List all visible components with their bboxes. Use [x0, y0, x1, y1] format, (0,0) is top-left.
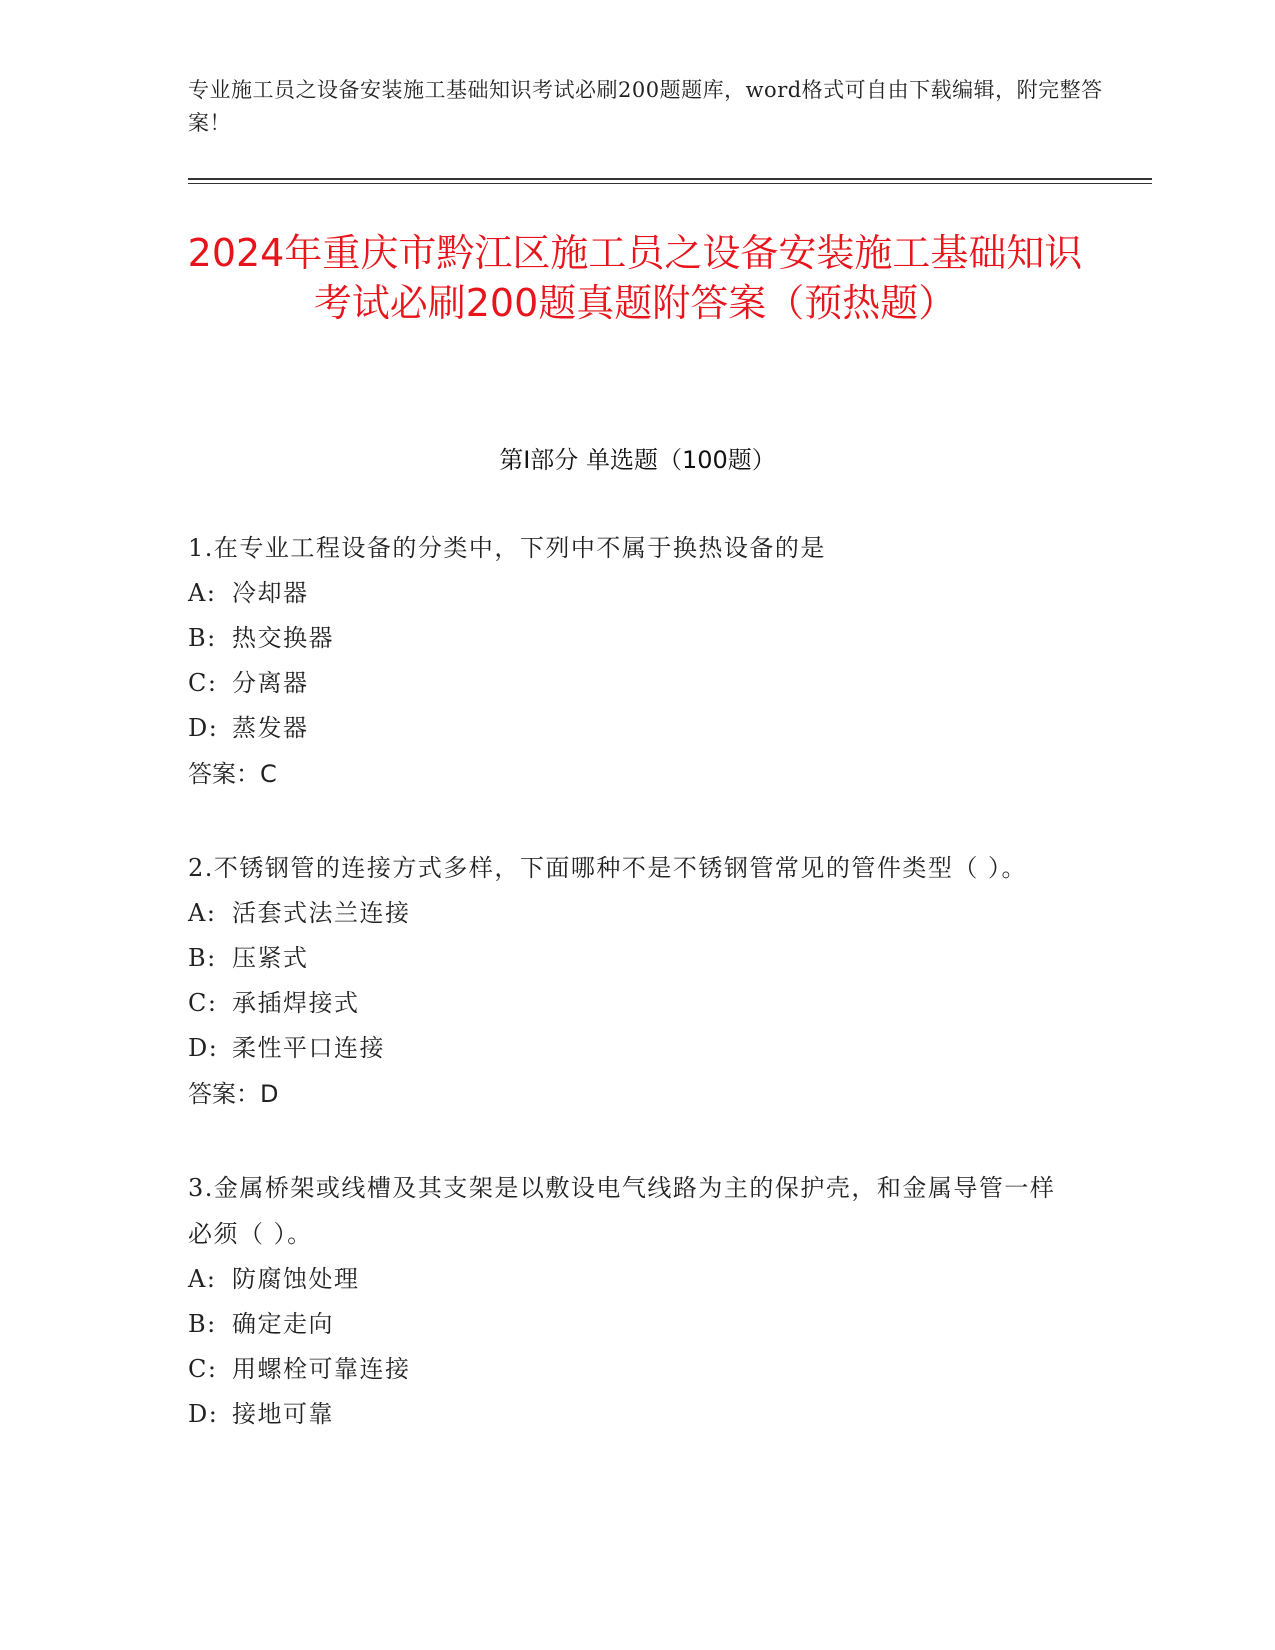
answer-line: 答案：C [188, 760, 277, 788]
option-key: A: [188, 579, 217, 607]
option-text: 蒸发器 [232, 714, 309, 742]
option-c [188, 981, 1068, 1026]
option-d [188, 706, 1068, 751]
option-text: 柔性平口连接 [232, 1034, 385, 1062]
question-stem: 2.不锈钢管的连接方式多样，下面哪种不是不锈钢管常见的管件类型（ ）。 [188, 854, 1028, 882]
option-text: 热交换器 [232, 624, 334, 652]
option-b [188, 1302, 1068, 1347]
option-text: 承插焊接式 [232, 989, 360, 1017]
option-text: 分离器 [232, 669, 309, 697]
option-key: C: [188, 989, 218, 1017]
question-list [188, 525, 1068, 1485]
option-d [188, 1026, 1068, 1071]
header-note: 专业施工员之设备安装施工基础知识考试必刷200题题库，word格式可自由下载编辑，附完整答案！ [188, 78, 1103, 135]
option-text: 防腐蚀处理 [232, 1265, 360, 1293]
option-a [188, 1257, 1068, 1302]
option-key: B: [188, 624, 217, 652]
option-key: C: [188, 669, 218, 697]
option-key: D: [188, 714, 219, 742]
option-c [188, 1347, 1068, 1392]
option-text: 确定走向 [232, 1310, 334, 1338]
option-key: D: [188, 1400, 219, 1428]
option-key: D: [188, 1034, 219, 1062]
header-divider-thick [188, 178, 1152, 180]
option-text: 接地可靠 [232, 1400, 334, 1428]
option-c [188, 661, 1068, 706]
option-key: A: [188, 1265, 217, 1293]
option-text: 冷却器 [232, 579, 309, 607]
question-stem: 3.金属桥架或线槽及其支架是以敷设电气线路为主的保护壳，和金属导管一样必须（ ）。 [188, 1174, 1056, 1248]
option-key: C: [188, 1355, 218, 1383]
document-title: 2024年重庆市黔江区施工员之设备安装施工基础知识考试必刷200题真题附答案（预热题） [187, 231, 1083, 325]
section-heading: 第Ⅰ部分 单选题（100题） [499, 446, 776, 474]
option-d [188, 1392, 1068, 1437]
option-key: B: [188, 944, 217, 972]
option-key: A: [188, 899, 217, 927]
question-item [188, 1165, 1068, 1437]
option-a [188, 571, 1068, 616]
option-text: 压紧式 [232, 944, 309, 972]
question-item [188, 525, 1068, 797]
header-divider-thin [188, 183, 1152, 184]
option-b [188, 936, 1068, 981]
option-a [188, 891, 1068, 936]
option-b [188, 616, 1068, 661]
option-text: 活套式法兰连接 [232, 899, 411, 927]
option-key: B: [188, 1310, 217, 1338]
option-text: 用螺栓可靠连接 [232, 1355, 411, 1383]
answer-line: 答案：D [188, 1080, 279, 1108]
question-item [188, 845, 1068, 1117]
question-stem: 1.在专业工程设备的分类中，下列中不属于换热设备的是 [188, 534, 826, 562]
